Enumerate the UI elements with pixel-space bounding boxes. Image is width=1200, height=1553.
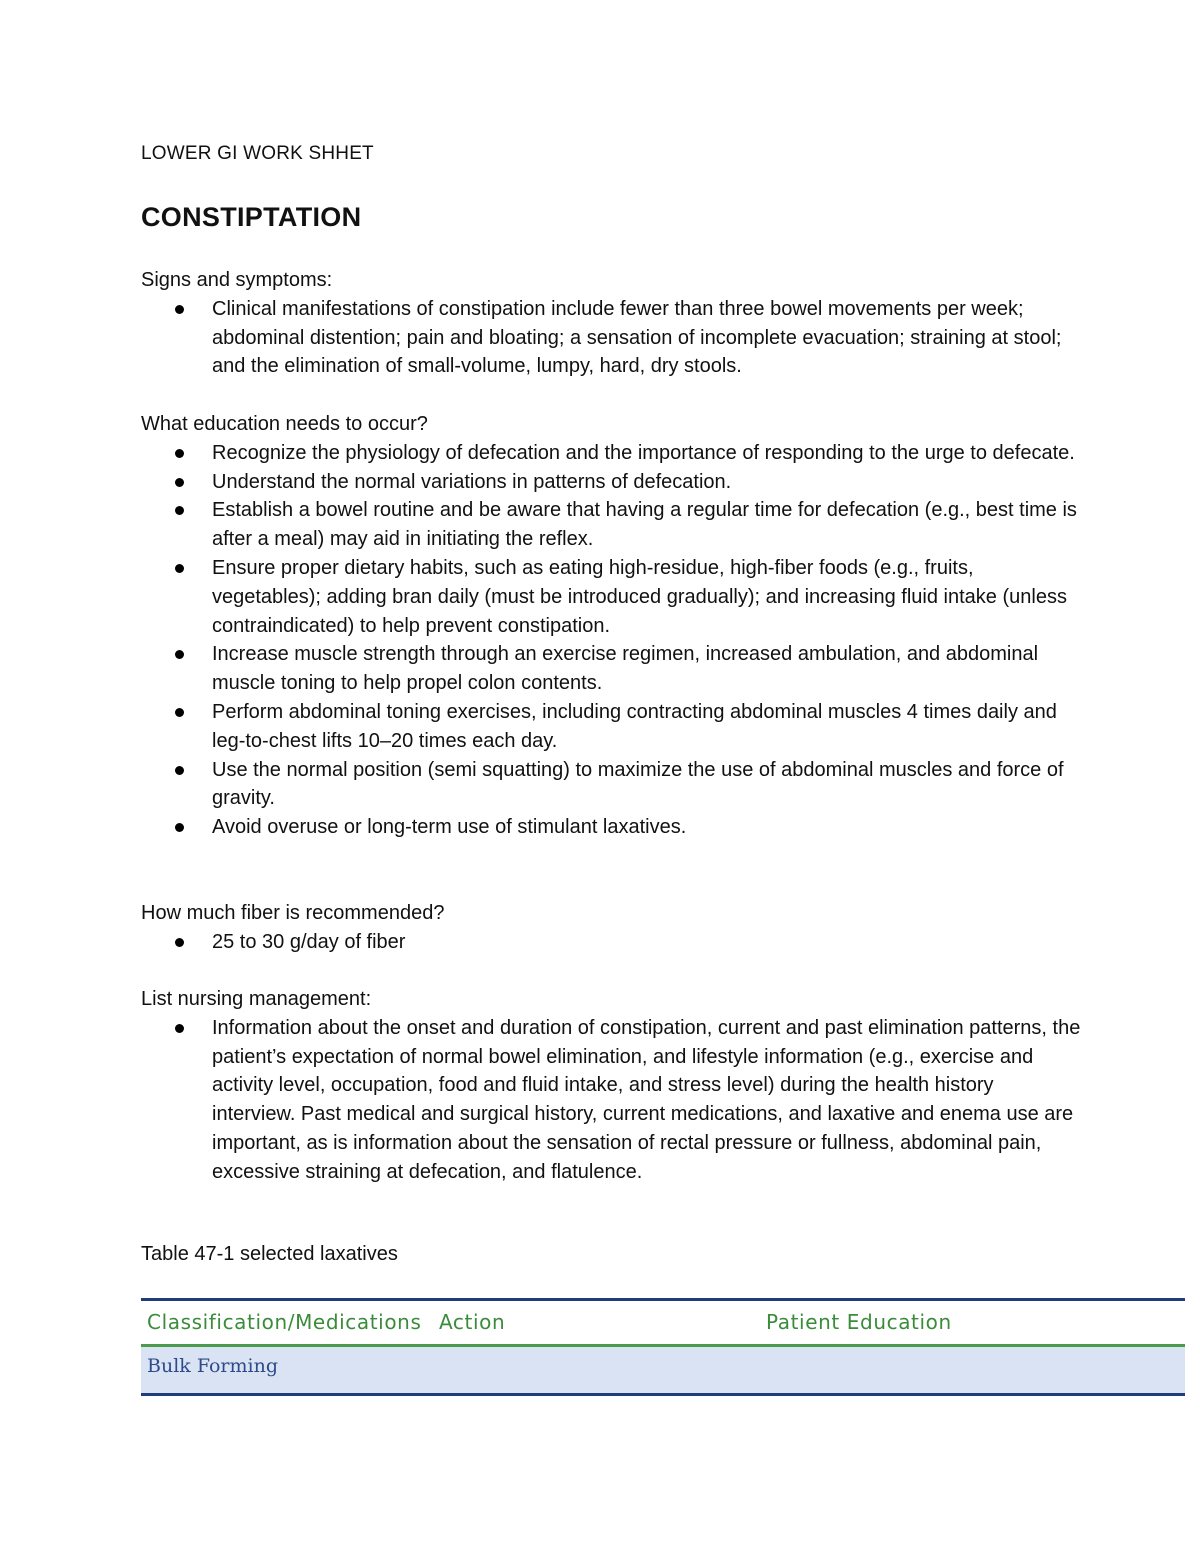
list-item — [141, 295, 1081, 381]
fiber-question: How much fiber is recommended? — [141, 902, 445, 924]
fiber-list — [141, 928, 1081, 957]
table-cell-patient-education — [760, 1346, 1185, 1395]
list-item — [141, 439, 1081, 468]
list-item — [141, 496, 1081, 554]
education-section — [141, 410, 1081, 842]
list-item — [141, 813, 1081, 842]
column-header-patient-education: Patient Education — [766, 1310, 952, 1334]
table-caption: Table 47-1 selected laxatives — [141, 1243, 398, 1265]
document-title: LOWER GI WORK SHHET — [141, 143, 374, 164]
bullet-icon — [175, 938, 184, 947]
fiber-section — [141, 899, 1081, 957]
list-item — [141, 554, 1081, 640]
list-item-text: Increase muscle strength through an exercise regimen, increased ambulation, and abdominal muscle toning to help propel colon contents. — [212, 643, 1039, 695]
signs-list — [141, 295, 1081, 381]
table-cell-action — [433, 1346, 760, 1395]
bullet-icon — [175, 506, 184, 515]
signs-section — [141, 266, 1081, 381]
bullet-icon — [175, 1024, 184, 1033]
list-item-text: Information about the onset and duration of constipation, current and past elimination patterns, the patient’s expectation of normal bowel elimination, and lifestyle information (e.g., exercise and activity level, occupation, food and fluid intake, and stress level) during the health history interview. Past medical and surgical history, current medications, and laxative and enema use are important, as is information about the sensation of rectal pressure or fullness, abdominal pain, excessive straining at defecation, and flatulence. — [212, 1016, 1081, 1183]
list-item-text: Ensure proper dietary habits, such as eating high-residue, high-fiber foods (e.g., fruits, vegetables); adding bran daily (must be introduced gradually); and increasing fluid intake (unless contraindicated) to help prevent constipation. — [212, 556, 1067, 637]
list-item-text: Avoid overuse or long-term use of stimulant laxatives. — [212, 816, 687, 839]
list-item-text: Perform abdominal toning exercises, including contracting abdominal muscles 4 times daily and leg-to-chest lifts 10–20 times each day. — [212, 700, 1057, 752]
list-item-text: Recognize the physiology of defecation and the importance of responding to the urge to defecate. — [212, 441, 1075, 464]
bullet-icon — [175, 650, 184, 659]
list-item-text: Clinical manifestations of constipation include fewer than three bowel movements per week; abdominal distention; pain and bloating; a sensation of incomplete evacuation; straining at stool; and the elimination of small-volume, lumpy, hard, dry stools. — [212, 297, 1062, 378]
signs-question: Signs and symptoms: — [141, 269, 333, 291]
laxatives-table — [141, 1298, 1185, 1396]
list-item — [141, 1014, 1081, 1187]
list-item-text: Understand the normal variations in patterns of defecation. — [212, 470, 732, 493]
table-header-row — [141, 1300, 1185, 1346]
bullet-icon — [175, 449, 184, 458]
list-item-text: Establish a bowel routine and be aware that having a regular time for defecation (e.g., best time is after a meal) may aid in initiating the reflex. — [212, 499, 1077, 551]
bullet-icon — [175, 564, 184, 573]
bullet-icon — [175, 708, 184, 717]
column-header-action: Action — [439, 1310, 506, 1334]
list-item — [141, 640, 1081, 698]
list-item — [141, 928, 1081, 957]
list-item — [141, 698, 1081, 756]
section-heading: CONSTIPTATION — [141, 202, 362, 232]
education-list — [141, 439, 1081, 842]
bullet-icon — [175, 478, 184, 487]
list-item-text: 25 to 30 g/day of fiber — [212, 930, 406, 953]
column-header-classification: Classification/Medications — [147, 1310, 422, 1334]
education-question: What education needs to occur? — [141, 413, 428, 435]
nursing-question: List nursing management: — [141, 988, 372, 1010]
table-cell-classification: Bulk Forming — [147, 1355, 278, 1377]
list-item — [141, 756, 1081, 814]
list-item-text: Use the normal position (semi squatting) to maximize the use of abdominal muscles and force of gravity. — [212, 758, 1064, 810]
nursing-list — [141, 1014, 1081, 1187]
list-item — [141, 468, 1081, 497]
bullet-icon — [175, 305, 184, 314]
nursing-section — [141, 985, 1081, 1187]
table-row — [141, 1346, 1185, 1395]
bullet-icon — [175, 823, 184, 832]
bullet-icon — [175, 766, 184, 775]
